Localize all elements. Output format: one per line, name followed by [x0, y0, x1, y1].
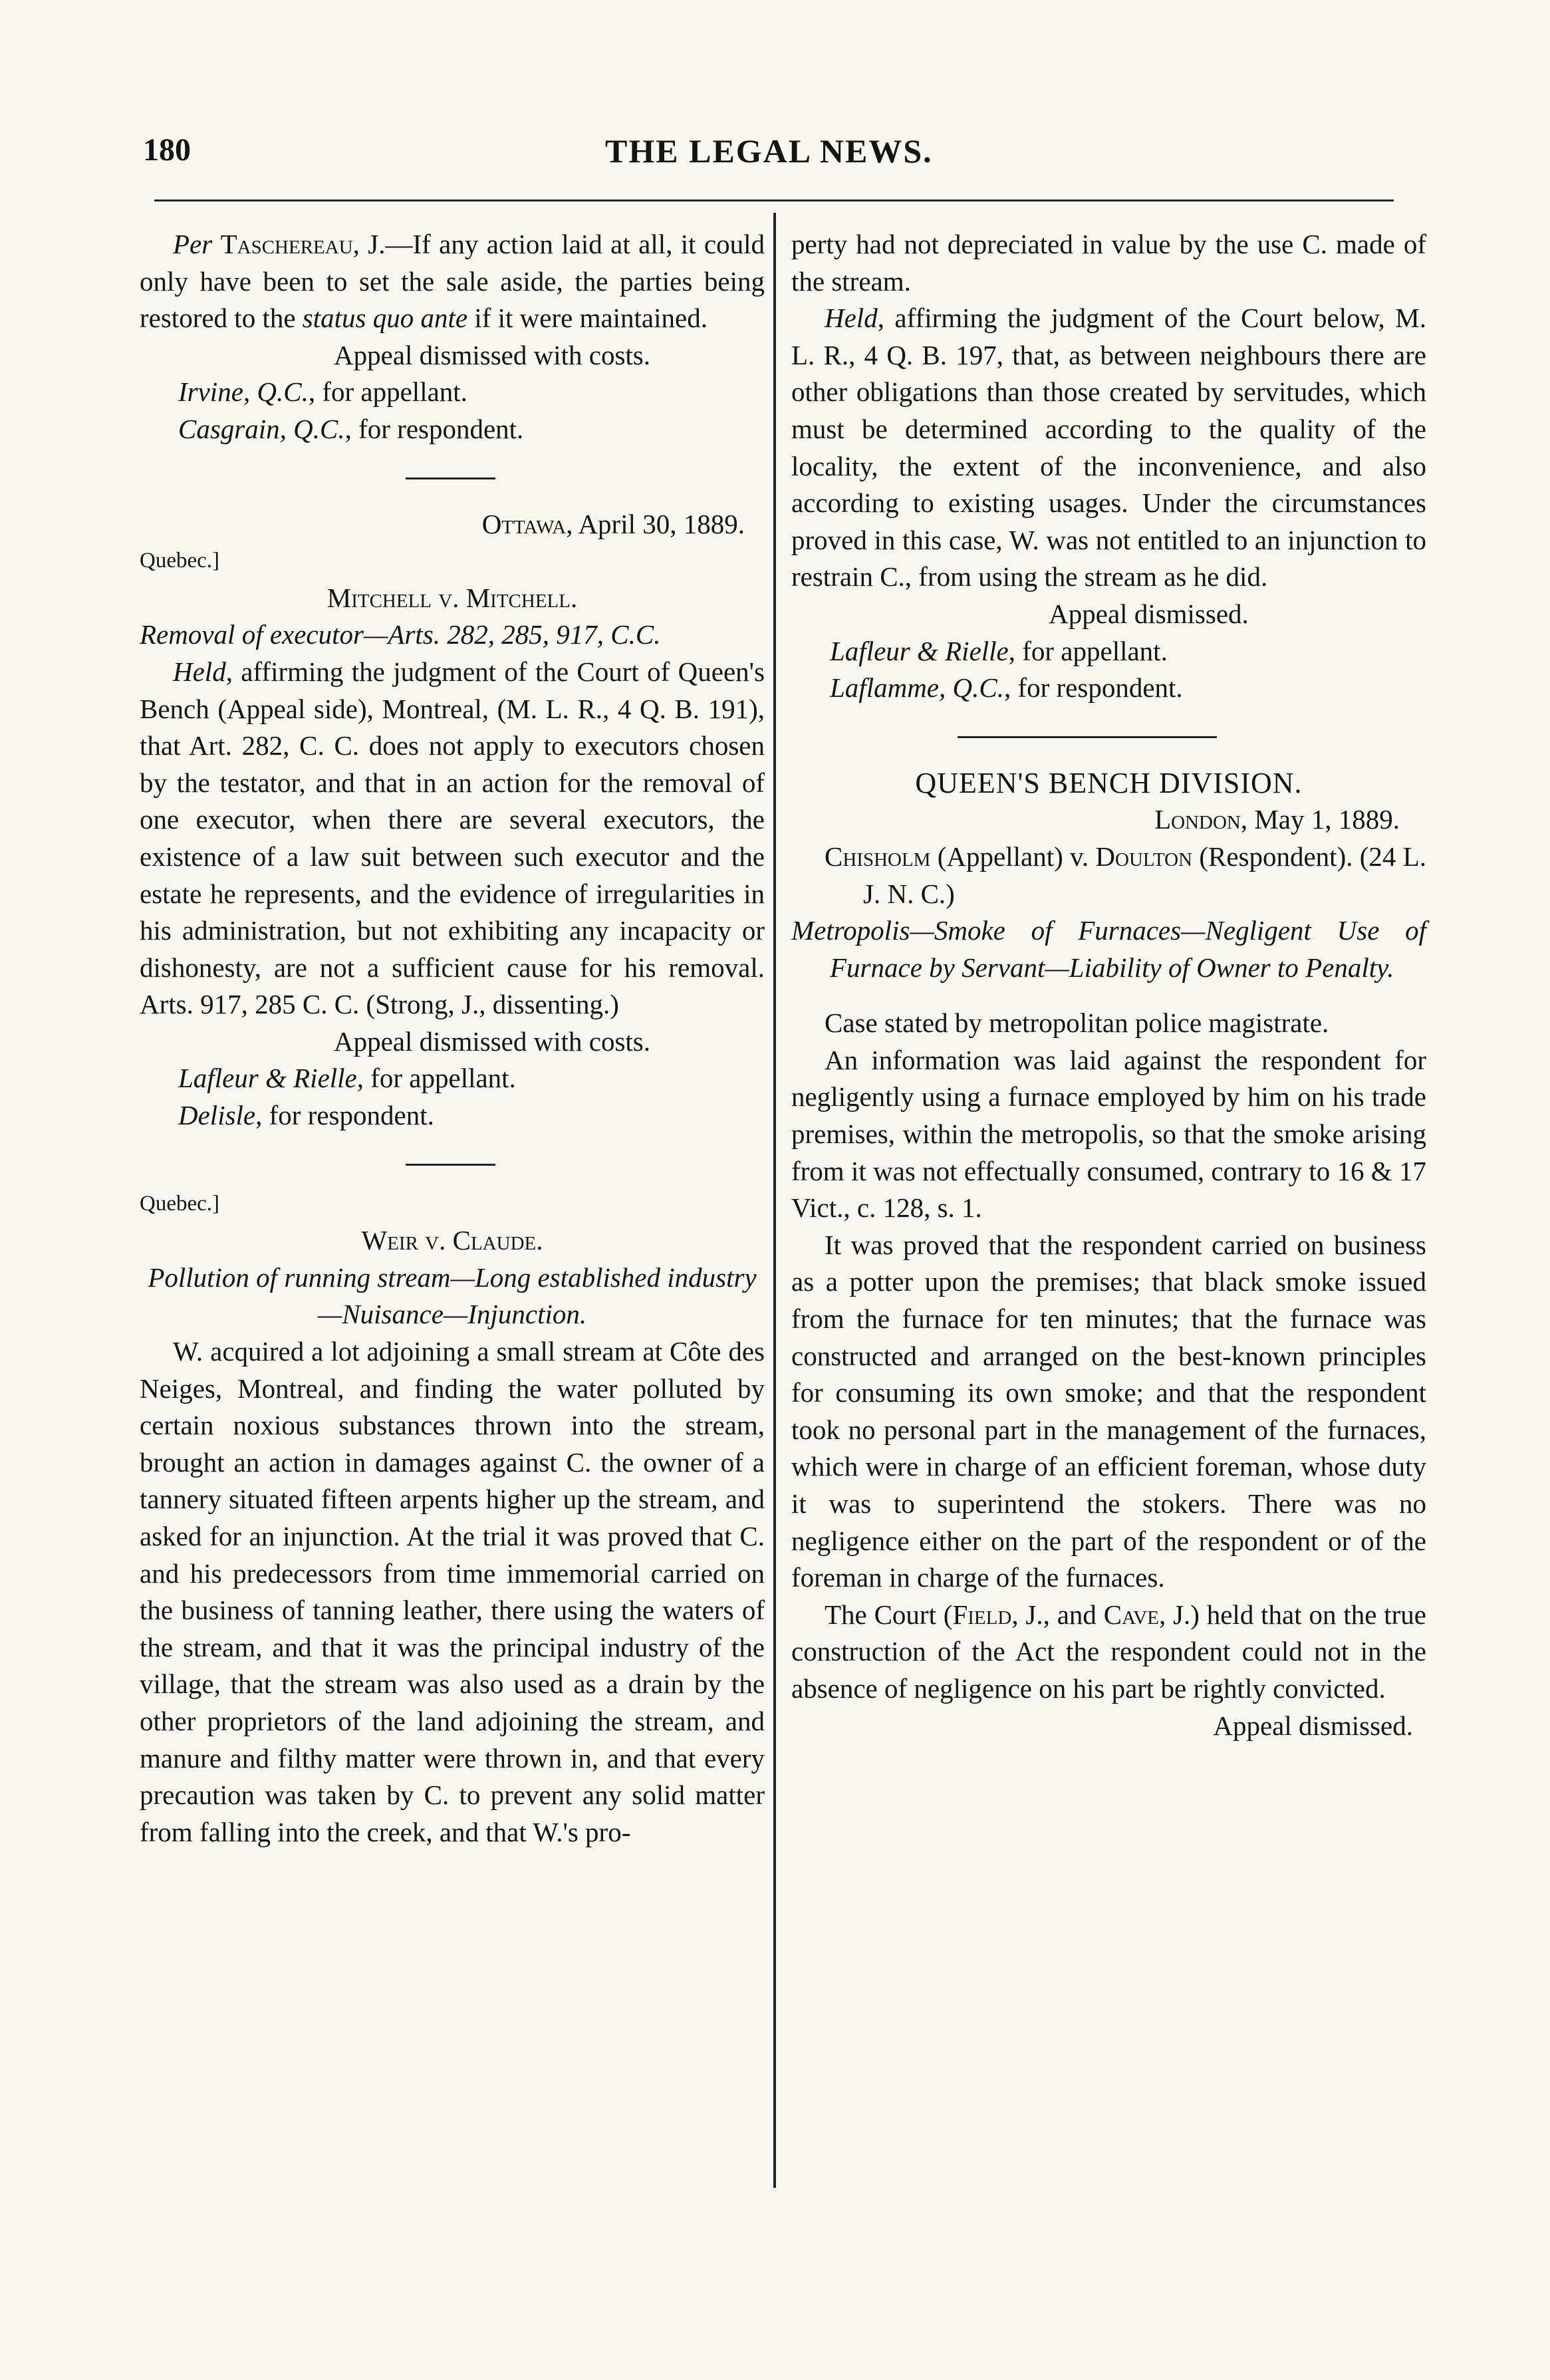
counsel-role: , for respondent. — [255, 1100, 434, 1131]
case1-counsel-appellant — [140, 374, 765, 411]
counsel-name: Irvine, Q.C. — [178, 376, 309, 408]
location: Ottawa — [481, 508, 567, 539]
case3-counsel-respondent — [791, 670, 1426, 707]
case3-counsel-appellant — [791, 633, 1426, 670]
counsel-role: , for appellant. — [356, 1063, 516, 1094]
counsel-role: , for respondent. — [344, 413, 524, 444]
judge-name: Field — [952, 1599, 1012, 1630]
case4-paragraph: An information was laid against the respondent for negligently using a furnace employed by him on his trade premises, within the metropolis, so that the smoke arising from it was not effectually consumed, contrary to 16 & 17 Vict., c. 128, s. 1. — [791, 1044, 1426, 1224]
case3-court: Quebec.] — [140, 1191, 220, 1216]
counsel-name: Lafleur & Rielle — [830, 635, 1009, 666]
case3-held — [791, 300, 1426, 596]
case4-paragraph: Case stated by metropolitan police magistrate. — [825, 1007, 1329, 1039]
date: , April 30, 1889. — [566, 508, 745, 539]
judgment-text: , J.—If any action laid at all, it could only have been to set the sale aside, the parties being restored to the — [140, 229, 765, 334]
parties-text: (Appellant) v. — [930, 841, 1096, 872]
case2-court: Quebec.] — [140, 549, 220, 573]
held-label: Held — [825, 303, 878, 334]
counsel-name: Delisle — [178, 1100, 256, 1131]
counsel-name: Laflamme, Q.C. — [830, 672, 1004, 704]
case4-result: Appeal dismissed. — [1213, 1710, 1413, 1741]
case4-paragraph: It was proved that the respondent carried on business as a potter upon the premises; that black smoke issued from the furnace for ten minutes; that the furnace was constructed and arranged on the best-known principles for consuming its own smoke; and that the respondent took no personal part in the management of the furnaces, which were in charge of an efficient foreman, whose duty it was to superintend the stokers. There was no negligence either on the part of the respondent or of the foreman in charge of the furnaces. — [791, 1229, 1426, 1593]
judge-name: Taschereau — [220, 229, 353, 259]
case2-held — [140, 654, 765, 1023]
counsel-role: , for appellant. — [308, 376, 467, 408]
case3-headnote — [140, 1259, 765, 1333]
case4-dateline — [791, 801, 1426, 839]
right-column — [791, 226, 1426, 1744]
headnote-text: Metropolis—Smoke of Furnaces—Negligent Use of Furnace by Servant—Liability of Owner to Penalty. — [791, 915, 1426, 983]
parties-text: (Respondent). (24 L. J. N. C.) — [863, 841, 1427, 909]
headnote-text: Removal of executor—Arts. 282, 285, 917, C.C. — [140, 619, 661, 650]
case2-title: Mitchell v. Mitchell. — [326, 582, 578, 613]
case4-parties — [791, 839, 1426, 912]
case1-counsel-respondent — [140, 411, 765, 448]
counsel-role: , for appellant. — [1008, 635, 1168, 666]
running-title: THE LEGAL NEWS. — [605, 132, 933, 170]
held-label: Held — [173, 656, 226, 687]
paragraph-text: The Court ( — [825, 1599, 953, 1630]
division-heading: QUEEN'S BENCH DIVISION. — [915, 766, 1303, 799]
latin-phrase: status quo ante — [302, 303, 468, 334]
judge-name: Cave — [1103, 1599, 1159, 1630]
case2-counsel-respondent — [140, 1097, 765, 1134]
date: , May 1, 1889. — [1240, 804, 1400, 835]
judgment-paragraph — [140, 226, 765, 337]
paragraph-text: , J.) held that on the true construction of the Act the respondent could not in the absence of negligence on his part be rightly convicted. — [791, 1599, 1426, 1704]
judgment-text-end: if it were maintained. — [467, 303, 708, 334]
held-text: , affirming the judgment of the Court of Queen's Bench (Appeal side), Montreal, (M. L. R., 4 Q. B. 191), that Art. 282, C. C. does not apply to executors chosen by the testator, and that in an action for the removal of one executor, when there are several executors, the existence of a law suit between such executor and the estate he represents, and the evidence of irregularities in his administration, but not exhibiting any incapacity or dishonesty, are not a sufficient cause for his removal. Arts. 917, 285 C. C. (Strong, J., dissenting.) — [140, 656, 765, 1020]
left-column — [140, 226, 765, 1851]
headnote-text: Pollution of running stream—Long established industry—Nuisance—Injunction. — [148, 1261, 757, 1330]
case4-paragraph — [791, 1597, 1426, 1708]
column-divider — [773, 213, 776, 2188]
case3-continuation: perty had not depreciated in value by the use C. made of the stream. — [791, 229, 1426, 297]
party-name: Doulton — [1095, 841, 1193, 872]
case3-title: Weir v. Claude. — [361, 1225, 543, 1256]
per-label: Per — [173, 229, 213, 259]
counsel-role: , for respondent. — [1003, 672, 1183, 704]
case4-headnote — [791, 912, 1426, 986]
section-rule — [958, 736, 1217, 738]
paragraph-text: , J., and — [1011, 1599, 1104, 1630]
case2-result: Appeal dismissed with costs. — [333, 1025, 651, 1057]
held-text: , affirming the judgment of the Court below, M. L. R., 4 Q. B. 197, that, as between neighbours there are other obligations than those created by servitudes, which must be determined according to the quality of the locality, the extent of the inconvenience, and also according to existing usages. Under the circumstances proved in this case, W. was not entitled to an injunction to restrain C., from using the stream as he did. — [791, 303, 1426, 593]
location: London — [1154, 804, 1241, 835]
section-rule — [406, 477, 495, 479]
case3-result: Appeal dismissed. — [1049, 598, 1249, 629]
header-rule — [154, 199, 1394, 201]
page-number: 180 — [143, 132, 191, 168]
counsel-name: Casgrain, Q.C. — [178, 413, 345, 444]
case2-headnote — [140, 616, 765, 654]
party-name: Chisholm — [825, 841, 931, 872]
case1-result: Appeal dismissed with costs. — [333, 339, 651, 370]
case2-dateline — [140, 506, 765, 543]
section-rule — [406, 1164, 495, 1166]
case3-body: W. acquired a lot adjoining a small stream at Côte des Neiges, Montreal, and finding the water polluted by certain noxious substances thrown into the stream, brought an action in damages against C. the owner of a tannery situated fifteen arpents higher up the stream, and asked for an injunction. At the trial it was proved that C. and his predecessors from time immemorial carried on the business of tanning leather, there using the waters of the stream, and that it was the principal industry of the village, that the stream was also used as a drain by the other proprietors of the land adjoining the stream, and manure and filthy matter were thrown in, and that every precaution was taken by C. to prevent any solid matter from falling into the creek, and that W.'s pro- — [140, 1336, 765, 1847]
case2-counsel-appellant — [140, 1060, 765, 1097]
counsel-name: Lafleur & Rielle — [178, 1063, 357, 1094]
